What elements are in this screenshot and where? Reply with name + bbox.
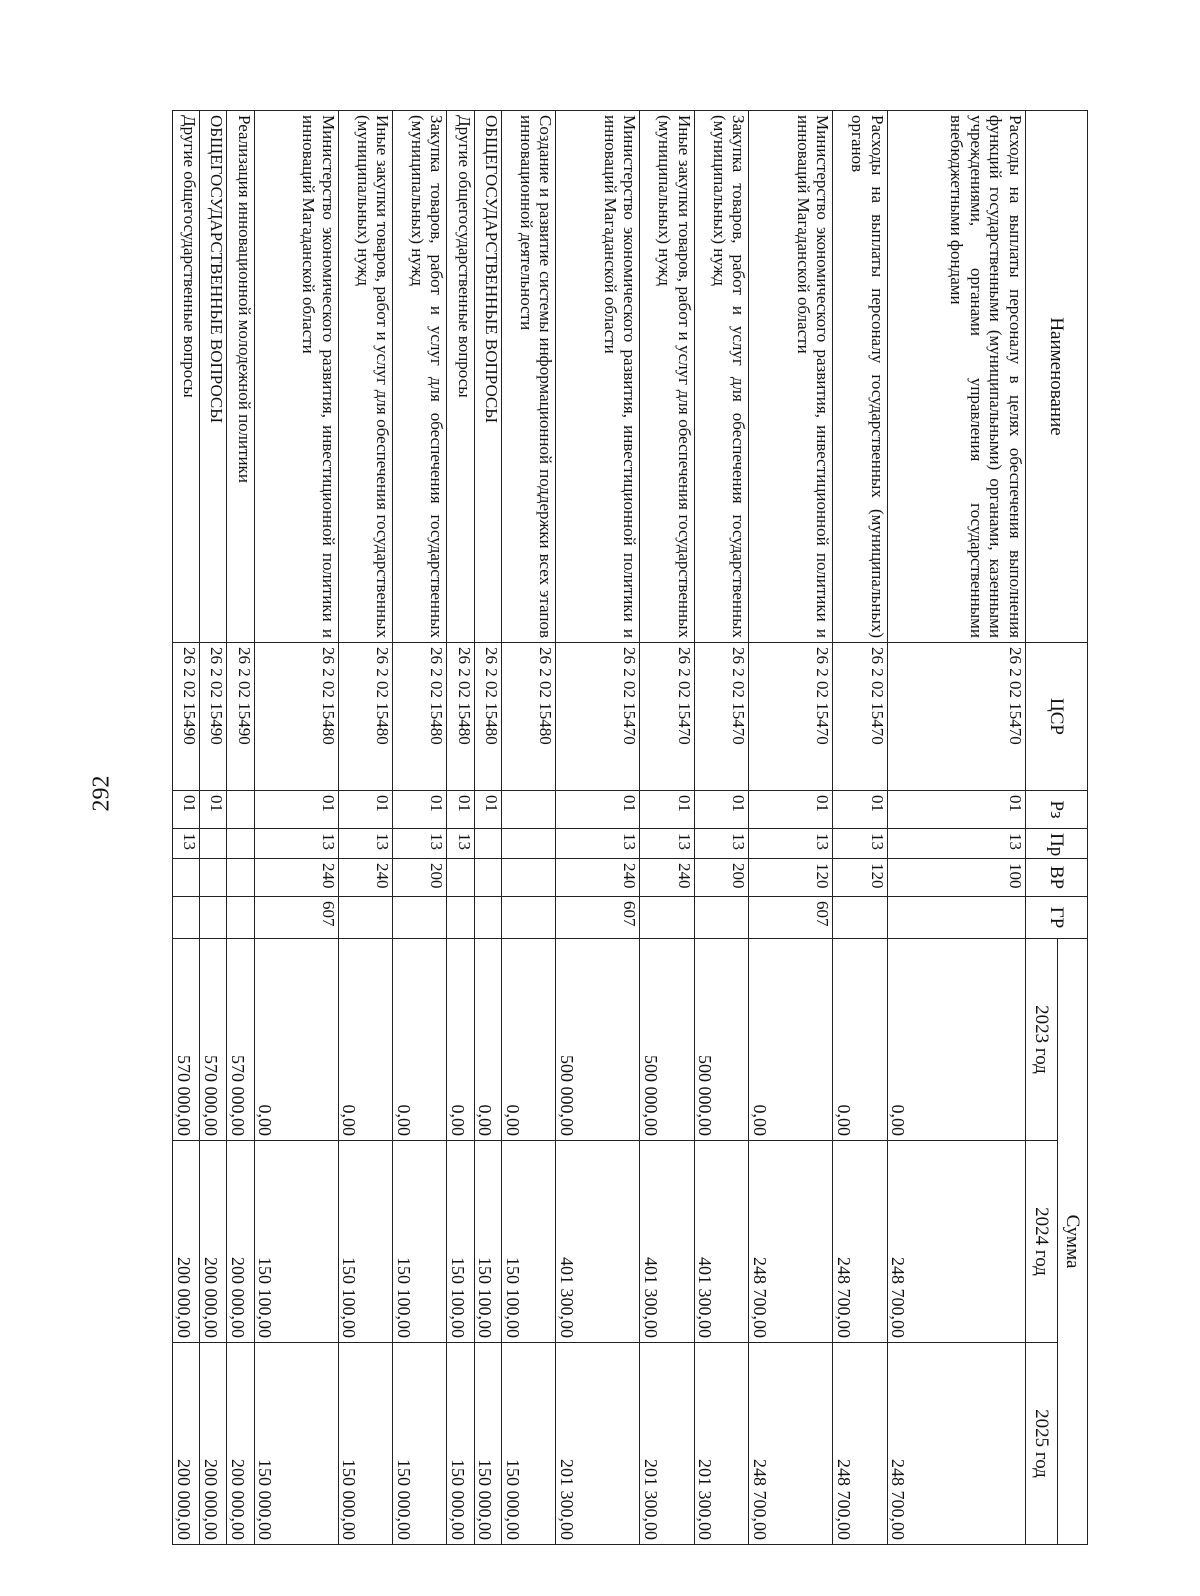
row-pr: 13 xyxy=(694,829,748,859)
row-pr: 13 xyxy=(749,829,833,859)
table-row xyxy=(254,111,338,1545)
row-rz: 01 xyxy=(694,791,748,829)
row-pr xyxy=(227,829,254,859)
row-name: Министерство экономического развития, инвестиционной политики и инноваций Магаданской области xyxy=(254,111,338,643)
row-gr: 607 xyxy=(556,897,640,939)
row-amount-2023: 500 000,00 xyxy=(694,939,748,1141)
row-name: ОБЩЕГОСУДАРСТВЕННЫЕ ВОПРОСЫ xyxy=(200,111,227,643)
row-amount-2024: 401 300,00 xyxy=(556,1141,640,1343)
row-name: Иные закупки товаров, работ и услуг для обеспечения государственных (муниципальных) нужд xyxy=(338,111,392,643)
row-name: Расходы на выплаты персоналу в целях обеспечения выполнения функций государственными (муниципальными) органами, казенными учреждениями, органами управления государственными внебюджетными фондами xyxy=(887,111,1025,643)
row-pr: 13 xyxy=(640,829,694,859)
row-rz: 01 xyxy=(200,791,227,829)
row-amount-2025: 150 000,00 xyxy=(393,1343,447,1545)
row-name: ОБЩЕГОСУДАРСТВЕННЫЕ ВОПРОСЫ xyxy=(474,111,501,643)
row-amount-2025: 150 000,00 xyxy=(474,1343,501,1545)
row-amount-2024: 150 100,00 xyxy=(501,1141,555,1343)
row-pr xyxy=(200,829,227,859)
row-pr: 13 xyxy=(447,829,474,859)
row-csr: 26 2 02 15480 xyxy=(254,643,338,791)
row-amount-2025: 150 000,00 xyxy=(447,1343,474,1545)
row-pr: 13 xyxy=(393,829,447,859)
row-csr: 26 2 02 15490 xyxy=(173,643,200,791)
table-row xyxy=(393,111,447,1545)
row-csr: 26 2 02 15470 xyxy=(640,643,694,791)
row-amount-2023: 500 000,00 xyxy=(556,939,640,1141)
row-amount-2023: 570 000,00 xyxy=(200,939,227,1141)
row-vr xyxy=(501,859,555,897)
row-gr xyxy=(640,897,694,939)
row-vr: 240 xyxy=(640,859,694,897)
row-gr xyxy=(173,897,200,939)
table-row xyxy=(887,111,1025,1545)
row-rz: 01 xyxy=(173,791,200,829)
row-gr xyxy=(694,897,748,939)
row-gr xyxy=(200,897,227,939)
row-pr: 13 xyxy=(173,829,200,859)
row-pr: 13 xyxy=(338,829,392,859)
table-row xyxy=(474,111,501,1545)
row-amount-2024: 150 100,00 xyxy=(474,1141,501,1343)
row-amount-2023: 0,00 xyxy=(338,939,392,1141)
row-pr: 13 xyxy=(556,829,640,859)
row-vr: 240 xyxy=(254,859,338,897)
row-rz: 01 xyxy=(749,791,833,829)
row-vr xyxy=(200,859,227,897)
header-vr: ВР xyxy=(1026,859,1088,897)
row-name: Реализация инновационной молодежной политики xyxy=(227,111,254,643)
row-amount-2023: 0,00 xyxy=(447,939,474,1141)
row-vr: 240 xyxy=(556,859,640,897)
row-csr: 26 2 02 15480 xyxy=(447,643,474,791)
row-name: Иные закупки товаров, работ и услуг для обеспечения государственных (муниципальных) нужд xyxy=(640,111,694,643)
row-csr: 26 2 02 15470 xyxy=(887,643,1025,791)
row-csr: 26 2 02 15480 xyxy=(338,643,392,791)
row-amount-2023: 0,00 xyxy=(887,939,1025,1141)
row-rz: 01 xyxy=(887,791,1025,829)
row-rz: 01 xyxy=(338,791,392,829)
row-csr: 26 2 02 15480 xyxy=(474,643,501,791)
row-vr: 120 xyxy=(833,859,887,897)
row-gr xyxy=(474,897,501,939)
row-gr xyxy=(501,897,555,939)
row-amount-2023: 0,00 xyxy=(393,939,447,1141)
header-name: Наименование xyxy=(1026,111,1088,643)
row-name: Другие общегосударственные вопросы xyxy=(173,111,200,643)
row-gr xyxy=(887,897,1025,939)
header-pr: Пр xyxy=(1026,829,1088,859)
page-number: 292 xyxy=(88,775,115,812)
row-amount-2024: 248 700,00 xyxy=(887,1141,1025,1343)
row-amount-2023: 0,00 xyxy=(501,939,555,1141)
row-rz: 01 xyxy=(556,791,640,829)
row-amount-2023: 570 000,00 xyxy=(173,939,200,1141)
row-amount-2025: 200 000,00 xyxy=(200,1343,227,1545)
row-amount-2024: 248 700,00 xyxy=(749,1141,833,1343)
row-gr xyxy=(227,897,254,939)
row-vr xyxy=(173,859,200,897)
row-amount-2024: 150 100,00 xyxy=(393,1141,447,1343)
row-rz: 01 xyxy=(640,791,694,829)
row-amount-2025: 248 700,00 xyxy=(887,1343,1025,1545)
row-amount-2023: 0,00 xyxy=(749,939,833,1141)
row-vr xyxy=(447,859,474,897)
row-amount-2023: 570 000,00 xyxy=(227,939,254,1141)
row-gr: 607 xyxy=(749,897,833,939)
row-pr: 13 xyxy=(833,829,887,859)
row-amount-2024: 150 100,00 xyxy=(338,1141,392,1343)
row-amount-2024: 401 300,00 xyxy=(640,1141,694,1343)
row-amount-2023: 0,00 xyxy=(833,939,887,1141)
header-sum: Сумма xyxy=(1058,939,1088,1545)
row-csr: 26 2 02 15470 xyxy=(749,643,833,791)
row-amount-2024: 200 000,00 xyxy=(227,1141,254,1343)
table-row xyxy=(694,111,748,1545)
row-amount-2025: 200 000,00 xyxy=(173,1343,200,1545)
row-pr xyxy=(474,829,501,859)
row-gr xyxy=(338,897,392,939)
row-vr: 200 xyxy=(694,859,748,897)
row-amount-2024: 401 300,00 xyxy=(694,1141,748,1343)
table-row xyxy=(200,111,227,1545)
table-row xyxy=(173,111,200,1545)
row-name: Министерство экономического развития, инвестиционной политики и инноваций Магаданской области xyxy=(749,111,833,643)
budget-table-container xyxy=(172,110,1088,1544)
row-amount-2024: 200 000,00 xyxy=(200,1141,227,1343)
row-amount-2025: 150 000,00 xyxy=(338,1343,392,1545)
row-amount-2023: 0,00 xyxy=(254,939,338,1141)
row-amount-2025: 201 300,00 xyxy=(694,1343,748,1545)
row-name: Создание и развитие системы информационной поддержки всех этапов инновационной деятельности xyxy=(501,111,555,643)
row-rz xyxy=(501,791,555,829)
row-amount-2025: 201 300,00 xyxy=(556,1343,640,1545)
row-rz: 01 xyxy=(474,791,501,829)
row-amount-2025: 150 000,00 xyxy=(254,1343,338,1545)
table-row xyxy=(556,111,640,1545)
row-name: Другие общегосударственные вопросы xyxy=(447,111,474,643)
row-amount-2024: 248 700,00 xyxy=(833,1141,887,1343)
table-row xyxy=(640,111,694,1545)
row-vr: 100 xyxy=(887,859,1025,897)
row-name: Закупка товаров, работ и услуг для обеспечения государственных (муниципальных) нужд xyxy=(393,111,447,643)
budget-table xyxy=(172,110,1088,1545)
table-row xyxy=(227,111,254,1545)
row-vr: 240 xyxy=(338,859,392,897)
row-amount-2024: 200 000,00 xyxy=(173,1141,200,1343)
row-amount-2025: 150 000,00 xyxy=(501,1343,555,1545)
row-amount-2025: 200 000,00 xyxy=(227,1343,254,1545)
row-pr xyxy=(501,829,555,859)
row-gr xyxy=(833,897,887,939)
row-amount-2025: 248 700,00 xyxy=(749,1343,833,1545)
row-amount-2023: 500 000,00 xyxy=(640,939,694,1141)
header-2023: 2023 год xyxy=(1026,939,1058,1141)
header-rz: Рз xyxy=(1026,791,1088,829)
table-row xyxy=(833,111,887,1545)
row-name: Закупка товаров, работ и услуг для обеспечения государственных (муниципальных) нужд xyxy=(694,111,748,643)
row-rz: 01 xyxy=(393,791,447,829)
header-csr: ЦСР xyxy=(1026,643,1088,791)
row-gr xyxy=(393,897,447,939)
header-gr: ГР xyxy=(1026,897,1088,939)
row-gr: 607 xyxy=(254,897,338,939)
row-vr: 200 xyxy=(393,859,447,897)
row-amount-2025: 201 300,00 xyxy=(640,1343,694,1545)
row-amount-2024: 150 100,00 xyxy=(447,1141,474,1343)
table-row xyxy=(338,111,392,1545)
row-amount-2025: 248 700,00 xyxy=(833,1343,887,1545)
row-rz: 01 xyxy=(833,791,887,829)
row-csr: 26 2 02 15470 xyxy=(694,643,748,791)
table-row xyxy=(749,111,833,1545)
row-vr xyxy=(227,859,254,897)
row-rz xyxy=(227,791,254,829)
row-name: Расходы на выплаты персоналу государственных (муниципальных) органов xyxy=(833,111,887,643)
row-amount-2023: 0,00 xyxy=(474,939,501,1141)
row-csr: 26 2 02 15470 xyxy=(556,643,640,791)
row-csr: 26 2 02 15480 xyxy=(501,643,555,791)
row-rz: 01 xyxy=(254,791,338,829)
table-body xyxy=(173,111,1026,1545)
row-rz: 01 xyxy=(447,791,474,829)
row-csr: 26 2 02 15490 xyxy=(227,643,254,791)
row-gr xyxy=(447,897,474,939)
row-vr xyxy=(474,859,501,897)
row-amount-2024: 150 100,00 xyxy=(254,1141,338,1343)
row-csr: 26 2 02 15470 xyxy=(833,643,887,791)
header-2025: 2025 год xyxy=(1026,1343,1058,1545)
row-pr: 13 xyxy=(254,829,338,859)
row-name: Министерство экономического развития, инвестиционной политики и инноваций Магаданской области xyxy=(556,111,640,643)
table-row xyxy=(501,111,555,1545)
row-csr: 26 2 02 15480 xyxy=(393,643,447,791)
row-pr: 13 xyxy=(887,829,1025,859)
row-vr: 120 xyxy=(749,859,833,897)
header-2024: 2024 год xyxy=(1026,1141,1058,1343)
row-csr: 26 2 02 15490 xyxy=(200,643,227,791)
table-row xyxy=(447,111,474,1545)
